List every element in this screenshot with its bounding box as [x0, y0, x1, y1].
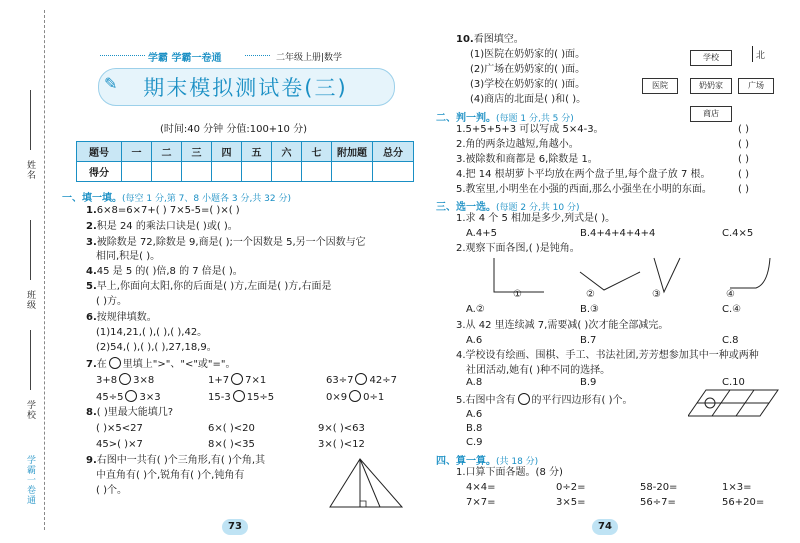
score-header-cell: 一 [122, 142, 152, 162]
time-score-info: (时间:40 分钟 分值:100+10 分) [160, 124, 307, 135]
q5-number: 5. [86, 281, 97, 292]
choice-1: 1.求 4 个 5 相加是多少,列式是( )。 [456, 213, 616, 224]
circle-blank-icon [109, 357, 121, 369]
north-label: 北 [756, 51, 766, 61]
score-header-cell: 题号 [77, 142, 122, 162]
q9 [86, 455, 265, 467]
page-number-right: 74 [592, 519, 618, 535]
q4-text: 45 是 5 的( )倍,8 的 7 倍是( )。 [96, 266, 243, 277]
score-header-cell: 附加题 [332, 142, 373, 162]
gutter-brand: 学霸一卷通 [25, 455, 35, 505]
q6-part-2: (2)54,( ),( ),( ),27,18,9。 [96, 342, 217, 353]
judge-answer-1[interactable]: ( ) [738, 124, 749, 135]
choice-4-a: 4.学校设有绘画、围棋、手工、书法社团,芳芳想参加其中一种或两种 [456, 350, 759, 361]
choice-3-option-a[interactable]: A.6 [466, 335, 483, 346]
judge-2: 2.角的两条边越短,角越小。 [456, 139, 579, 150]
page-title: 期末模拟测试卷(三) [143, 76, 348, 100]
q5-text-b: ( )方。 [96, 296, 127, 307]
q3 [86, 237, 366, 249]
q2 [86, 221, 238, 233]
choice-2-option-a[interactable]: A.② [466, 304, 485, 315]
q7 [86, 357, 236, 371]
q2-number: 2. [86, 221, 97, 232]
q8-text: ( )里最大能填几? [96, 407, 174, 418]
gutter-class-label: 班级 [25, 290, 35, 310]
score-table-score-row [77, 162, 414, 182]
gutter-name-label: 姓名 [25, 160, 35, 180]
q8-item: 8×( )<35 [208, 439, 255, 450]
choice-5-post: 的平行四边形有( )个。 [531, 395, 633, 406]
q7-pre: 在 [96, 359, 107, 370]
score-cell[interactable] [152, 162, 182, 182]
name-underline [30, 90, 31, 150]
score-cell[interactable] [373, 162, 414, 182]
q2-text: 积是 24 的乘法口诀是( )或( )。 [96, 221, 238, 232]
choice-2-option-c[interactable]: C.④ [722, 304, 742, 315]
score-cell[interactable] [212, 162, 242, 182]
calc-item: 1×3= [722, 482, 752, 493]
q9-number: 9. [86, 455, 97, 466]
score-cell[interactable] [332, 162, 373, 182]
q8-number: 8. [86, 407, 97, 418]
q7-item [208, 390, 274, 404]
score-table [76, 141, 414, 182]
choice-4-option-b[interactable]: B.9 [580, 377, 597, 388]
compare-circle[interactable] [233, 390, 245, 402]
q8-item: 3×( )<12 [318, 439, 365, 450]
score-cell[interactable] [242, 162, 272, 182]
map-shop: 商店 [690, 106, 732, 122]
section-2-note: (每题 1 分,共 5 分) [496, 114, 574, 124]
q7-expr: 15-3 [208, 392, 231, 403]
q9-text-a: 右图中一共有( )个三角形,有( )个角,其 [96, 455, 266, 466]
q10-part-3: (3)学校在奶奶家的( )面。 [470, 79, 586, 90]
q8-item: 6×( )<20 [208, 423, 255, 434]
q7-post: 里填上">"、"<"或"="。 [122, 359, 236, 370]
calc-item: 56+20= [722, 497, 765, 508]
q9-text-b: 中直角有( )个,锐角有( )个,钝角有 [96, 470, 245, 481]
q7-item [208, 373, 266, 387]
choice-3-option-c[interactable]: C.8 [722, 335, 739, 346]
q7-expr: 42÷7 [369, 375, 397, 386]
choice-5-option-a[interactable]: A.6 [466, 409, 483, 420]
header-rule-left [100, 55, 145, 56]
section-2-heading [436, 109, 574, 124]
compare-circle[interactable] [119, 373, 131, 385]
choice-5-option-c[interactable]: C.9 [466, 437, 483, 448]
judge-answer-2[interactable]: ( ) [738, 139, 749, 150]
choice-3: 3.从 42 里连续减 7,需要减( )次才能全部减完。 [456, 320, 669, 331]
class-underline [30, 220, 31, 280]
binding-gutter [0, 0, 52, 543]
q6-number: 6. [86, 312, 97, 323]
score-header-cell: 二 [152, 142, 182, 162]
page-number-left: 73 [222, 519, 248, 535]
q7-expr: 63÷7 [326, 375, 354, 386]
q6-part-1: (1)14,21,( ),( ),( ),42。 [96, 327, 208, 338]
compare-circle[interactable] [349, 390, 361, 402]
compare-circle[interactable] [231, 373, 243, 385]
q7-item [326, 390, 384, 404]
header-rule-mid [245, 55, 270, 56]
choice-4-option-c[interactable]: C.10 [722, 377, 745, 388]
q7-expr: 7×1 [245, 375, 267, 386]
map-square: 广场 [738, 78, 774, 94]
judge-answer-4[interactable]: ( ) [738, 169, 749, 180]
cut-line [44, 10, 45, 530]
choice-2-option-b[interactable]: B.③ [580, 304, 600, 315]
q7-expr: 3×3 [139, 392, 161, 403]
section-1-heading [62, 189, 291, 204]
calc-item: 56÷7= [640, 497, 676, 508]
q6-text: 按规律填数。 [96, 312, 157, 323]
q10-part-4: (4)商店的北面是( )和( )。 [470, 94, 587, 105]
compare-circle[interactable] [355, 373, 367, 385]
q3-text-b: 相同,积是( )。 [96, 251, 161, 262]
judge-1: 1.5+5+5+3 可以写成 5×4-3。 [456, 124, 604, 135]
q10-part-2: (2)广场在奶奶家的( )面。 [470, 64, 586, 75]
score-row-label: 得分 [77, 162, 122, 182]
calc-item: 58-20= [640, 482, 678, 493]
q7-item [326, 373, 397, 387]
triangle-figure [326, 455, 406, 511]
calc-item: 7×7= [466, 497, 496, 508]
judge-answer-5[interactable]: ( ) [738, 184, 749, 195]
score-header-cell: 五 [242, 142, 272, 162]
q7-expr: 0×9 [326, 392, 348, 403]
judge-4: 4.把 14 根胡萝卜平均放在两个盘子里,每个盘子放 7 根。 [456, 169, 711, 180]
q8-item: 9×( )<63 [318, 423, 365, 434]
q7-expr: 0÷1 [363, 392, 385, 403]
choice-1-option-b[interactable]: B.4+4+4+4+4 [580, 228, 656, 239]
score-cell[interactable] [302, 162, 332, 182]
school-underline [30, 330, 31, 390]
section-2-title: 二、判一判。 [436, 113, 496, 124]
section-4-title: 四、算一算。 [436, 456, 496, 467]
section-1-note: (每空 1 分,第 7、8 小题各 3 分,共 32 分) [122, 194, 291, 204]
calc-item: 0÷2= [556, 482, 586, 493]
q7-expr: 3×8 [133, 375, 155, 386]
north-arrow-icon [752, 46, 753, 62]
choice-3-option-b[interactable]: B.7 [580, 335, 597, 346]
section-1-title: 一、填一填。 [62, 193, 122, 204]
score-header-cell: 七 [302, 142, 332, 162]
ruler-icon: ✎ [104, 74, 118, 93]
calc-item: 4×4= [466, 482, 496, 493]
q10 [456, 34, 524, 46]
q3-text-a: 被除数是 72,除数是 9,商是( );一个因数是 5,另一个因数与它 [96, 237, 366, 248]
judge-answer-3[interactable]: ( ) [738, 154, 749, 165]
q6 [86, 312, 157, 324]
score-table-header-row [77, 142, 414, 162]
q1 [86, 205, 240, 217]
choice-1-option-a[interactable]: A.4+5 [466, 228, 497, 239]
map-school: 学校 [690, 50, 732, 66]
score-header-cell: 总分 [373, 142, 414, 162]
q10-part-1: (1)医院在奶奶家的( )面。 [470, 49, 586, 60]
section-3-note: (每题 2 分,共 10 分) [496, 203, 580, 213]
q5-text-a: 早上,你面向太阳,你的后面是( )方,左面是( )方,右面是 [96, 281, 332, 292]
q7-expr: 1+7 [208, 375, 230, 386]
compare-circle[interactable] [125, 390, 137, 402]
q4 [86, 266, 243, 278]
parallelogram-figure [688, 388, 780, 418]
series-label: 二年级上册|数学 [276, 53, 343, 63]
score-cell[interactable] [122, 162, 152, 182]
q8-item: ( )×5<27 [96, 423, 143, 434]
score-header-cell: 三 [182, 142, 212, 162]
score-cell[interactable] [272, 162, 302, 182]
q7-item [96, 373, 154, 387]
calc-1-title: 1.口算下面各题。(8 分) [456, 467, 563, 478]
q7-expr: 3+8 [96, 375, 118, 386]
q4-number: 4. [86, 266, 97, 277]
choice-5-option-b[interactable]: B.8 [466, 423, 483, 434]
angle-label-1: ① [513, 289, 522, 300]
map-grandma-home: 奶奶家 [690, 78, 732, 94]
q3-number: 3. [86, 237, 97, 248]
map-hospital: 医院 [642, 78, 678, 94]
q7-item [96, 390, 161, 404]
q9-text-c: ( )个。 [96, 485, 127, 496]
angle-label-2: ② [586, 289, 595, 300]
judge-5: 5.教室里,小明坐在小强的西面,那么小强坐在小明的东面。 [456, 184, 712, 195]
brand-label: 学霸 学霸一卷通 [148, 53, 222, 64]
angle-label-3: ③ [652, 289, 661, 300]
q10-number: 10. [456, 34, 474, 45]
choice-4-option-a[interactable]: A.8 [466, 377, 483, 388]
choice-5-pre: 5.右图中含有 [456, 395, 516, 406]
section-4-note: (共 18 分) [496, 457, 539, 467]
section-3-title: 三、选一选。 [436, 202, 496, 213]
score-header-cell: 六 [272, 142, 302, 162]
score-header-cell: 四 [212, 142, 242, 162]
choice-1-option-c[interactable]: C.4×5 [722, 228, 754, 239]
choice-2: 2.观察下面各图,( )是钝角。 [456, 243, 580, 254]
q10-text: 看图填空。 [473, 34, 524, 45]
calc-item: 3×5= [556, 497, 586, 508]
circle-icon [518, 393, 530, 405]
q7-number: 7. [86, 359, 97, 370]
choice-5 [456, 393, 633, 407]
q1-text: 6×8=6×7+( ) 7×5-5=( )×( ) [96, 205, 240, 216]
choice-4-b: 社团活动,她有( )种不同的选择。 [466, 365, 611, 376]
q7-expr: 15÷5 [246, 392, 275, 403]
score-cell[interactable] [182, 162, 212, 182]
section-4-heading [436, 452, 538, 467]
gutter-school-label: 学校 [25, 400, 35, 420]
angle-label-4: ④ [726, 289, 735, 300]
q8-item: 45>( )×7 [96, 439, 143, 450]
angle-figures [480, 256, 780, 298]
q5 [86, 281, 331, 293]
q8 [86, 407, 173, 419]
q7-expr: 45÷5 [96, 392, 124, 403]
section-3-heading [436, 198, 580, 213]
judge-3: 3.被除数和商都是 6,除数是 1。 [456, 154, 598, 165]
q1-number: 1. [86, 205, 97, 216]
